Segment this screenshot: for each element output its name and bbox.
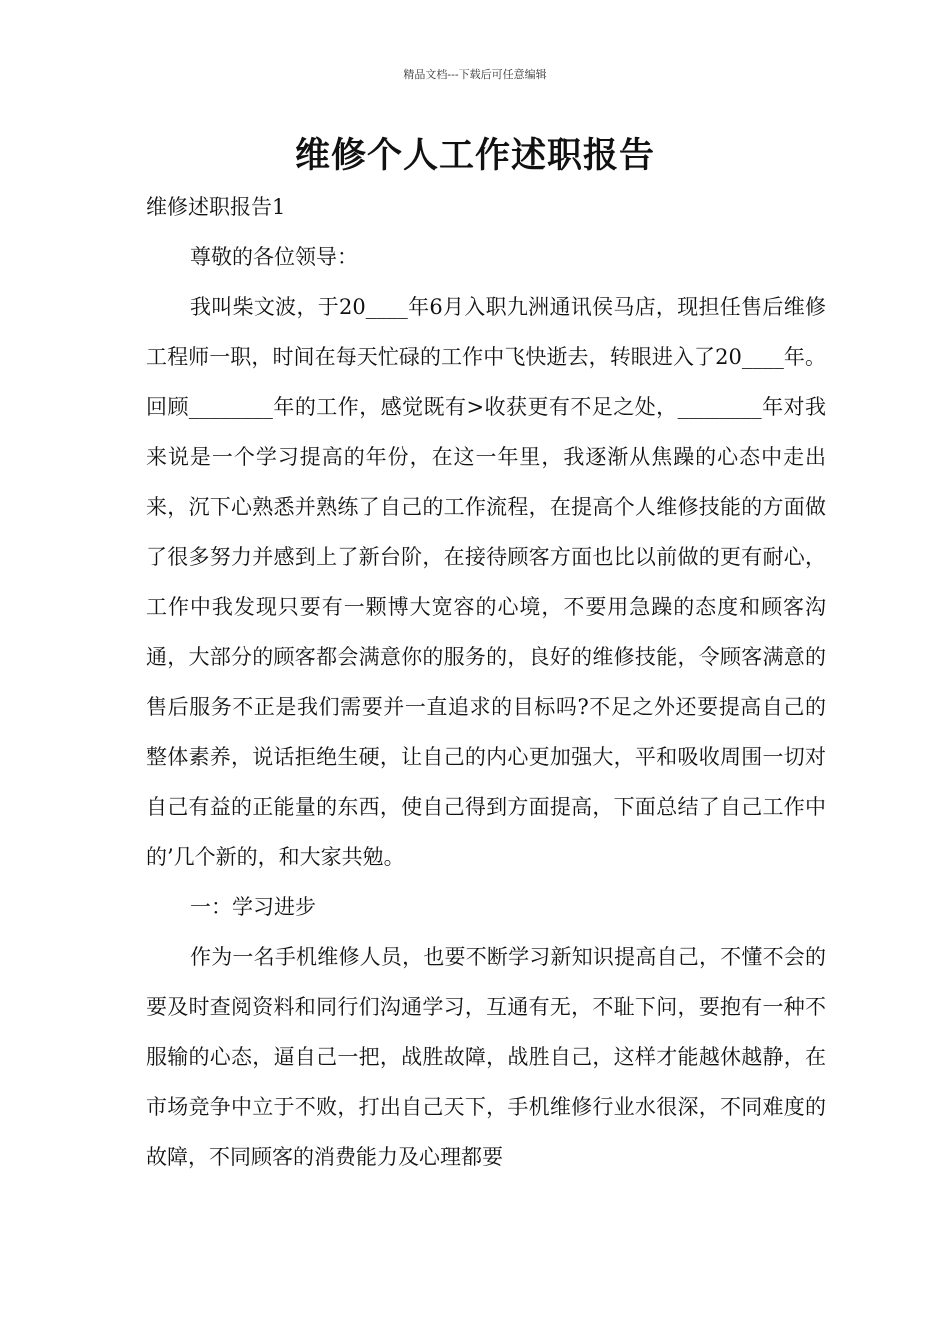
paragraph-study: 作为一名手机维修人员，也要不断学习新知识提高自己，不懂不会的要及时查阅资料和同行们沟通学习，互通有无，不耻下问，要抱有一种不服输的心态，逼自己一把，战胜故障，战胜自己，这样才能越休越静，在市场竞争中立于不败，打出自己天下，手机维修行业水很深，不同难度的故障，不同顾客的消费能力及心理都要 bbox=[146, 945, 826, 1169]
report-subtitle: 维修述职报告1 bbox=[146, 195, 286, 219]
document-body bbox=[146, 182, 826, 1182]
salutation: 尊敬的各位领导： bbox=[190, 245, 358, 269]
document-title: 维修个人工作述职报告 bbox=[294, 135, 655, 176]
paragraph-intro: 我叫柴文波，于20____年6月入职九洲通讯侯马店，现担任售后维修工程师一职，时间在每天忙碌的工作中飞快逝去，转眼进入了20____年。回顾________年的工作，感觉既有>收获更有不足之处，________年对我来说是一个学习提高的年份，在这一年里，我逐渐从焦躁的心态中走出来，沉下心熟悉并熟练了自己的工作流程，在提高个人维修技能的方面做了很多努力并感到上了新台阶，在接待顾客方面也比以前做的更有耐心，工作中我发现只要有一颗博大宽容的心境，不要用急躁的态度和顾客沟通，大部分的顾客都会满意你的服务的，良好的维修技能，令顾客满意的售后服务不正是我们需要并一直追求的目标吗?不足之外还要提高自己的整体素养，说话拒绝生硬，让自己的内心更加强大，平和吸收周围一切对自己有益的正能量的东西，使自己得到方面提高，下面总结了自己工作中的’几个新的，和大家共勉。 bbox=[146, 295, 826, 869]
header-note: 精品文档---下载后可任意编辑 bbox=[403, 68, 547, 81]
section-heading-study: 一：学习进步 bbox=[190, 895, 316, 919]
